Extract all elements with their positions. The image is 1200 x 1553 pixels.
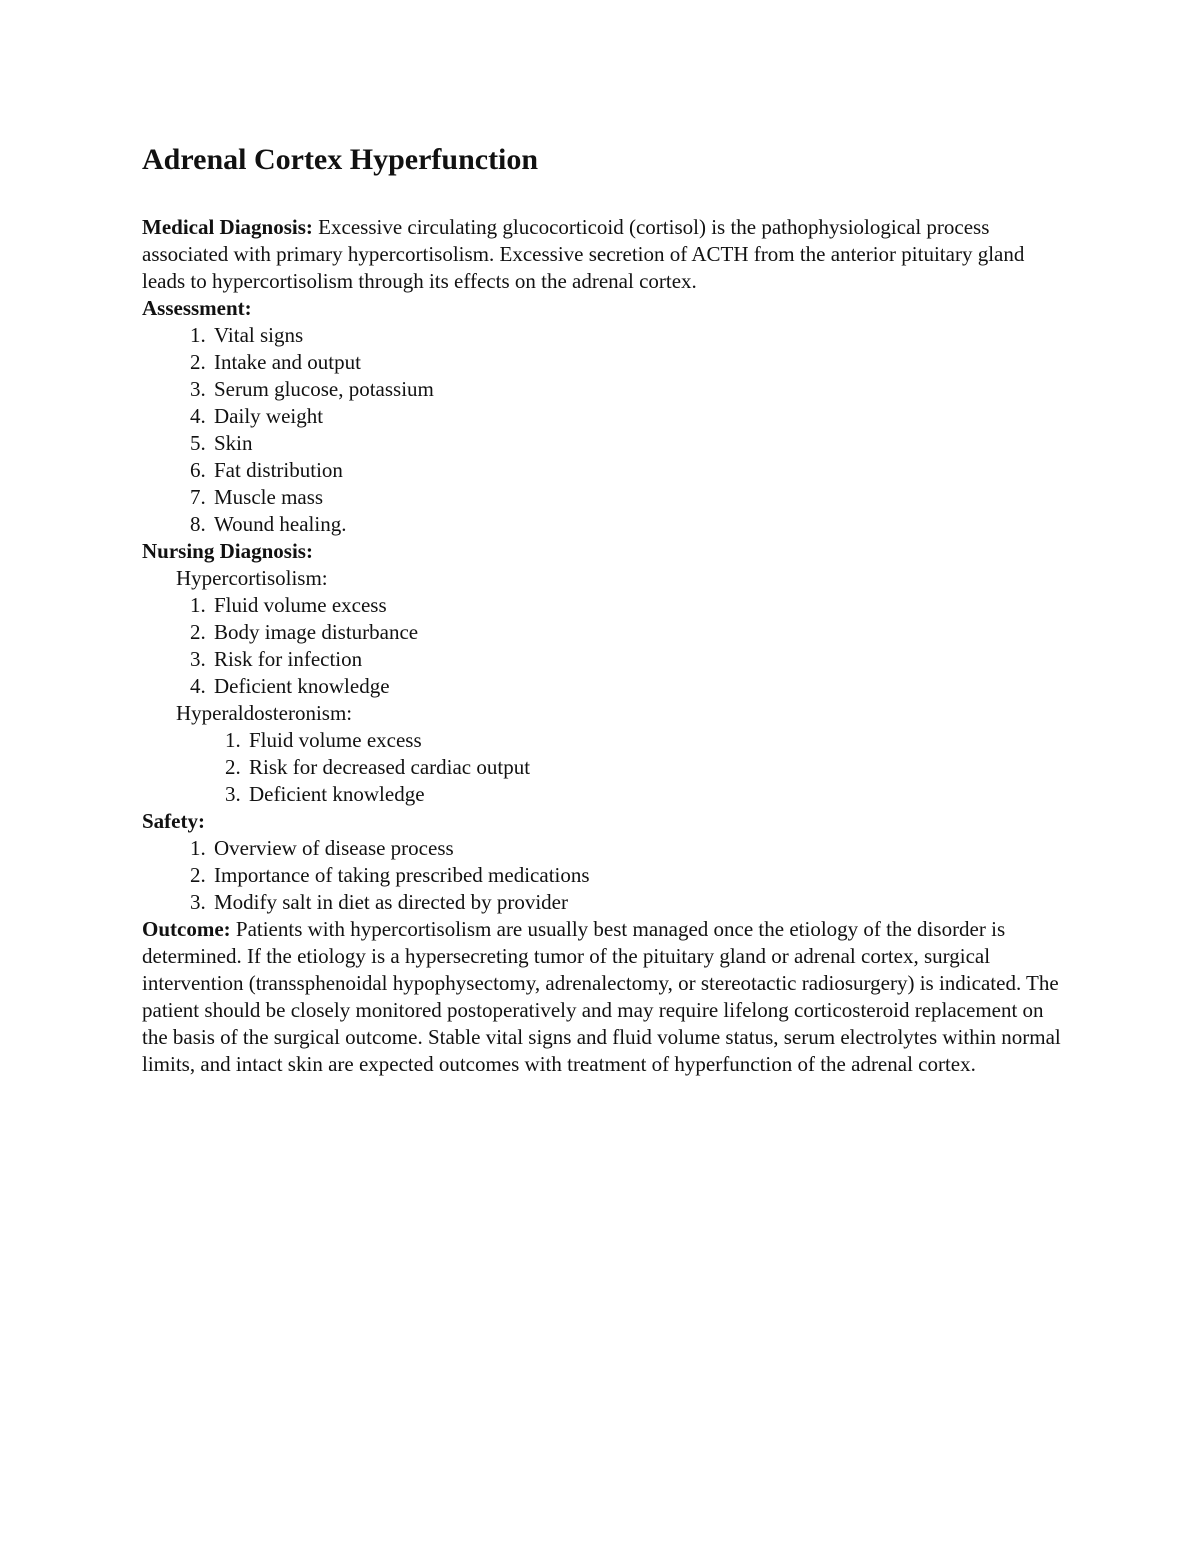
assessment-heading: Assessment: <box>142 296 252 320</box>
list-item: 3. Risk for infection <box>211 646 1062 673</box>
list-item: 6. Fat distribution <box>211 457 1062 484</box>
document-title: Adrenal Cortex Hyperfunction <box>142 143 539 176</box>
outcome-paragraph <box>142 916 1062 1078</box>
list-item: 2. Body image disturbance <box>211 619 1062 646</box>
list-item: 1. Vital signs <box>211 322 1062 349</box>
list-item: 8. Wound healing. <box>211 511 1062 538</box>
list-item: 1. Fluid volume excess <box>246 727 1062 754</box>
list-item: 1. Fluid volume excess <box>211 592 1062 619</box>
list-item: 5. Skin <box>211 430 1062 457</box>
list-item: 3. Deficient knowledge <box>246 781 1062 808</box>
medical-diagnosis-text: Excessive circulating glucocorticoid (cortisol) is the pathophysiological process associated with primary hypercortisolism. Excessive secretion of ACTH from the anterior pituitary gland leads to hypercortisolism through its effects on the adrenal cortex. <box>142 215 1025 293</box>
list-item: 2. Risk for decreased cardiac output <box>246 754 1062 781</box>
list-item: 7. Muscle mass <box>211 484 1062 511</box>
outcome-label: Outcome: <box>142 917 231 941</box>
hyperaldosteronism-subheading: Hyperaldosteronism: <box>176 701 353 725</box>
document-body <box>142 214 1062 1078</box>
medical-diagnosis-label: Medical Diagnosis: <box>142 215 313 239</box>
hypercortisolism-subheading: Hypercortisolism: <box>176 566 328 590</box>
list-item: 4. Deficient knowledge <box>211 673 1062 700</box>
assessment-list <box>142 322 1062 538</box>
medical-diagnosis-paragraph <box>142 214 1062 295</box>
outcome-text: Patients with hypercortisolism are usually best managed once the etiology of the disorder is determined. If the etiology is a hypersecreting tumor of the pituitary gland or adrenal cortex, surgical intervention (transsphenoidal hypophysectomy, adrenalectomy, or stereotactic radiosurgery) is indicated. The patient should be closely monitored postoperatively and may require lifelong corticosteroid replacement on the basis of the surgical outcome. Stable vital signs and fluid volume status, serum electrolytes within normal limits, and intact skin are expected outcomes with treatment of hyperfunction of the adrenal cortex. <box>142 917 1061 1076</box>
hyperaldosteronism-list <box>142 727 1062 808</box>
list-item: 2. Importance of taking prescribed medications <box>211 862 1062 889</box>
hypercortisolism-list <box>142 592 1062 700</box>
list-item: 2. Intake and output <box>211 349 1062 376</box>
list-item: 3. Modify salt in diet as directed by provider <box>211 889 1062 916</box>
list-item: 3. Serum glucose, potassium <box>211 376 1062 403</box>
safety-list <box>142 835 1062 916</box>
list-item: 1. Overview of disease process <box>211 835 1062 862</box>
nursing-diagnosis-heading: Nursing Diagnosis: <box>142 539 313 563</box>
list-item: 4. Daily weight <box>211 403 1062 430</box>
safety-heading: Safety: <box>142 809 205 833</box>
